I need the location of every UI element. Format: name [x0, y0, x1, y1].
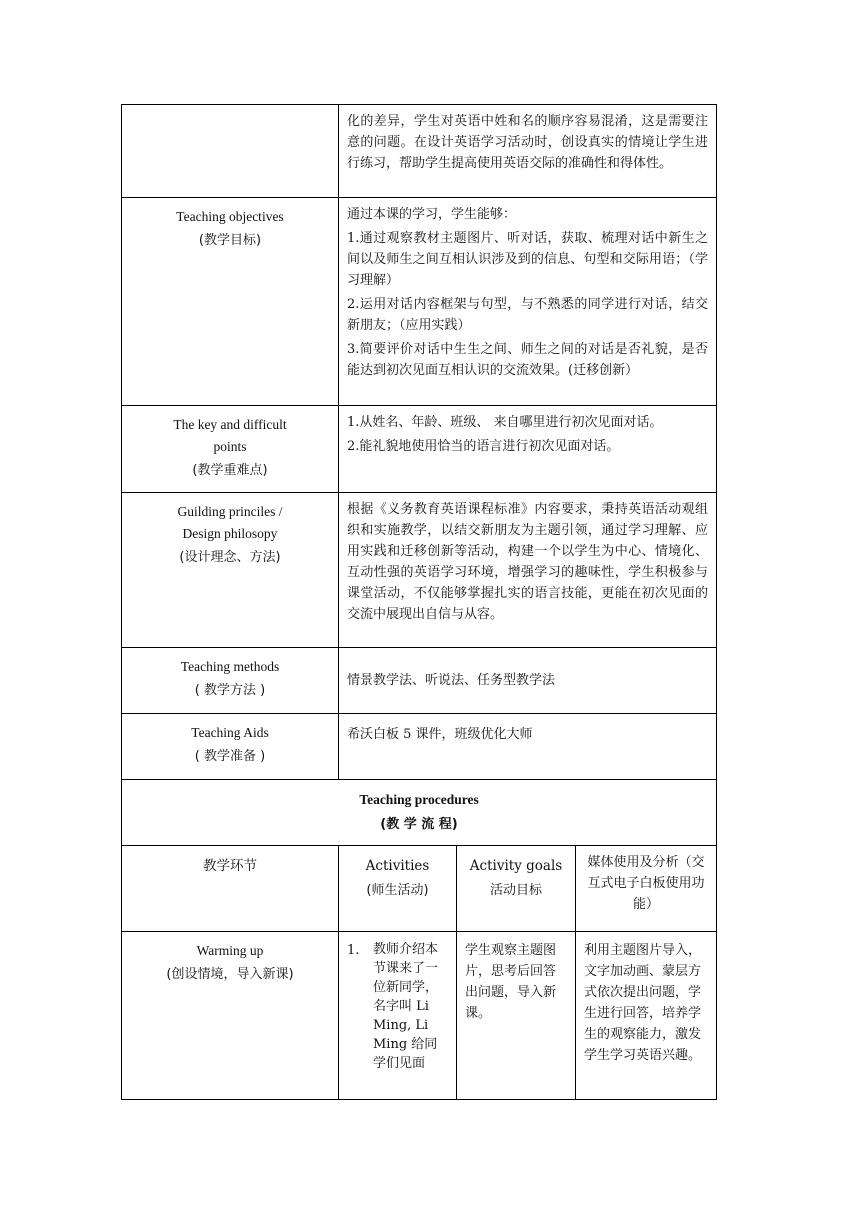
warming-up-stage-zh: (创设情境，导入新课) [166, 967, 294, 982]
methods-label-cell [122, 648, 339, 714]
table-row [122, 493, 717, 648]
objectives-intro: 通过本课的学习，学生能够： [347, 207, 517, 222]
objective-item: 1.通过观察教材主题图片、听对话，获取、梳理对话中新生之间以及师生之间互相认识涉及到的信息、句型和交际用语；（学习理解） [347, 231, 709, 288]
table-row [122, 714, 717, 780]
aids-text: 希沃白板 5 课件，班级优化大师 [347, 727, 533, 742]
procedures-title-cell [122, 780, 717, 846]
key-point-item: 2.能礼貌地使用恰当的语言进行初次见面对话。 [347, 439, 620, 454]
key-points-content-cell [339, 406, 717, 493]
warming-up-stage-en: Warming up [196, 943, 264, 958]
warming-up-activity-cell [339, 932, 457, 1100]
objective-item: 2.运用对话内容框架与句型，与不熟悉的同学进行对话，结交新朋友；（应用实践） [347, 297, 709, 333]
objectives-label-en: Teaching objectives [176, 209, 284, 224]
stage-header-cell [122, 846, 339, 932]
warming-up-goal: 学生观察主题图片，思考后回答出问题，导入新课。 [465, 943, 557, 1021]
methods-label-zh: ( 教学方法 ) [194, 683, 266, 698]
principles-text: 根据《义务教育英语课程标准》内容要求，秉持英语活动观组织和实施教学，以结交新朋友为主题引领，通过学习理解、应用实践和迁移创新等活动，构建一个以学生为中心、情境化、互动性强的英语学习环境，增强学习的趣味性，学生积极参与课堂活动，不仅能够掌握扎实的语言技能，更能在初次见面的交流中展现出自信与从容。 [347, 502, 709, 622]
table-row [122, 105, 717, 198]
analysis-continuation-text: 化的差异，学生对英语中姓和名的顺序容易混淆，这是需要注意的问题。在设计英语学习活动时，创设真实的情境让学生进行练习，帮助学生提高使用英语交际的准确性和得体性。 [347, 114, 709, 171]
principles-label-en-1: Guilding princiles / [177, 504, 283, 519]
warming-up-media: 利用主题图片导入，文字加动画、蒙层方式依次提出问题，学生进行回答，培养学生的观察能力，激发学生学习英语兴趣。 [584, 943, 702, 1063]
media-header-cell [576, 846, 717, 932]
aids-label-cell [122, 714, 339, 780]
objectives-label-cell [122, 198, 339, 406]
warming-up-goal-cell [457, 932, 576, 1100]
aids-label-en: Teaching Aids [191, 725, 269, 740]
methods-content-cell [339, 648, 717, 714]
key-point-item: 1.从姓名、年龄、班级、 来自哪里进行初次见面对话。 [347, 415, 663, 430]
analysis-continuation-cell [339, 105, 717, 198]
table-row [122, 406, 717, 493]
key-points-label-zh: (教学重难点) [192, 463, 268, 478]
table-row [122, 846, 717, 932]
objectives-label-zh: (教学目标) [198, 233, 262, 248]
lesson-plan-table [121, 104, 717, 1100]
principles-label-cell [122, 493, 339, 648]
activity-list-item [339, 932, 456, 1079]
procedures-title-en: Teaching procedures [359, 792, 479, 807]
table-row [122, 932, 717, 1100]
key-points-label-en-2: points [213, 439, 247, 454]
methods-text: 情景教学法、听说法、任务型教学法 [347, 673, 556, 688]
methods-label-en: Teaching methods [180, 659, 280, 674]
activities-header-cell [339, 846, 457, 932]
principles-label-zh: (设计理念、方法) [179, 550, 281, 565]
activities-header-zh: (师生活动) [366, 883, 429, 898]
empty-label-cell [122, 105, 339, 198]
principles-label-en-2: Design philosopy [182, 526, 278, 541]
table-row [122, 780, 717, 846]
media-header: 媒体使用及分析（交互式电子白板使用功能） [587, 855, 705, 912]
principles-content-cell [339, 493, 717, 648]
table-row [122, 198, 717, 406]
aids-label-zh: ( 教学准备 ) [194, 749, 266, 764]
objectives-content-cell [339, 198, 717, 406]
stage-header: 教学环节 [203, 858, 257, 874]
objective-item: 3.简要评价对话中生生之间、师生之间的对话是否礼貌，是否能达到初次见面互相认识的交流效果。(迁移创新） [347, 342, 709, 378]
goals-header-en: Activity goals [469, 858, 563, 874]
warming-up-stage-cell [122, 932, 339, 1100]
activity-text: 教师介绍本节课来了一位新同学，名字叫 Li Ming, Li Ming 给同学们见面 [373, 942, 439, 1071]
activities-header-en: Activities [365, 858, 430, 874]
warming-up-media-cell [576, 932, 717, 1100]
key-points-label-cell [122, 406, 339, 493]
goals-header-cell [457, 846, 576, 932]
goals-header-zh: 活动目标 [489, 883, 542, 898]
aids-content-cell [339, 714, 717, 780]
key-points-label-en-1: The key and difficult [173, 417, 287, 432]
procedures-title-zh: (教 学 流 程) [380, 817, 458, 832]
activity-number: 1. [347, 943, 360, 958]
table-row [122, 648, 717, 714]
